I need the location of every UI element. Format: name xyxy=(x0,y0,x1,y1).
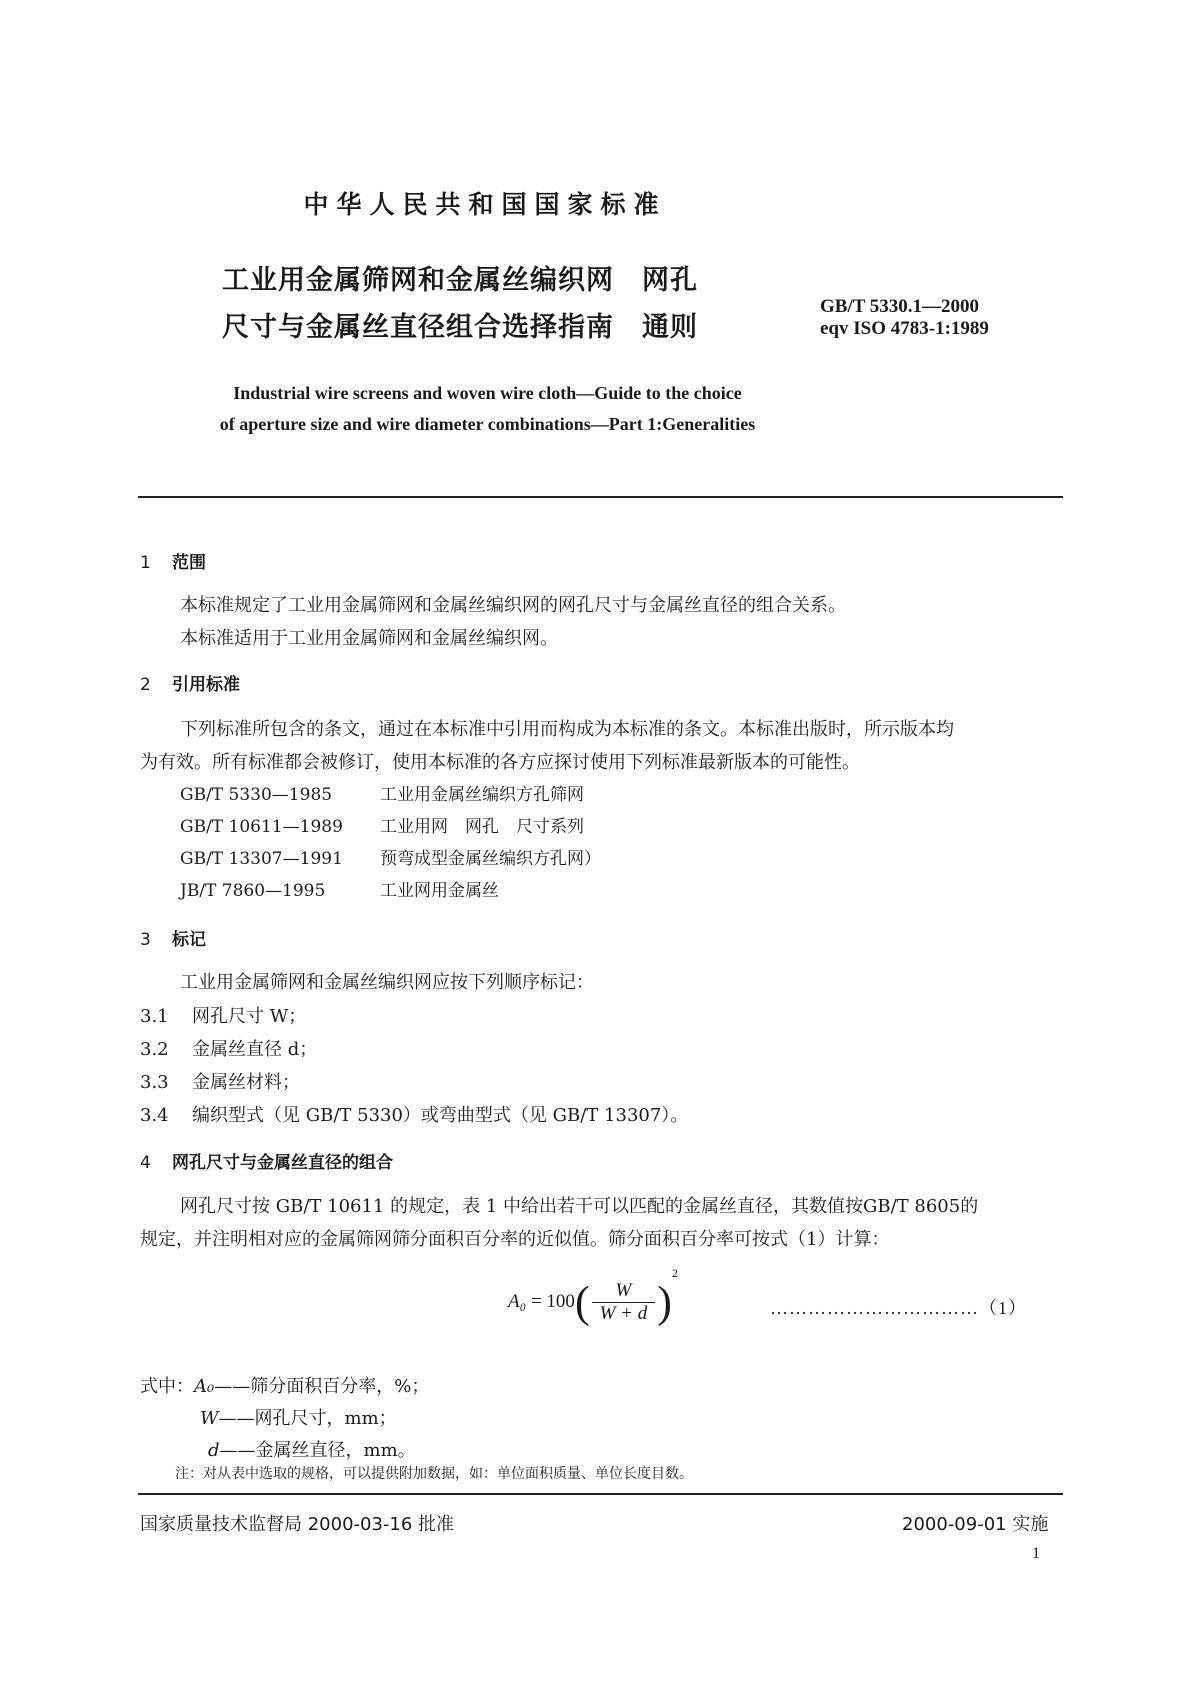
section-title: 范围 xyxy=(172,553,206,573)
section-title: 引用标准 xyxy=(172,675,240,695)
where-definition xyxy=(208,1436,416,1462)
section-number: 3 xyxy=(140,930,151,950)
symbol: A₀ xyxy=(194,1376,215,1397)
section-4-paragraph-line1: 网孔尺寸按 GB/T 10611 的规定，表 1 中给出若干可以匹配的金属丝直径，其数值按GB/T 8605的 xyxy=(180,1196,979,1217)
symbol: W xyxy=(200,1408,219,1429)
formula-denominator: W + d xyxy=(599,1303,648,1324)
item-number: 3.2 xyxy=(140,1039,169,1060)
section-2-heading xyxy=(140,670,240,695)
reference-item xyxy=(180,844,601,869)
reference-item xyxy=(180,780,584,805)
item-number: 3.3 xyxy=(140,1072,169,1093)
marking-item xyxy=(140,1002,306,1028)
standard-code: GB/T 5330.1—2000 xyxy=(820,296,980,317)
section-4-paragraph-line2: 规定，并注明相对应的金属筛网筛分面积百分率的近似值。筛分面积百分率可按式（1）计算： xyxy=(140,1229,890,1250)
marking-item xyxy=(140,1068,300,1094)
section-number: 1 xyxy=(140,553,151,573)
formula-lhs: A₀ xyxy=(508,1290,527,1312)
section-1-paragraph-1: 本标准规定了工业用金属筛网和金属丝编织网的网孔尺寸与金属丝直径的组合关系。 xyxy=(180,595,846,616)
approval-date: 国家质量技术监督局 2000-03-16 批准 xyxy=(140,1514,455,1535)
eqv-code: eqv ISO 4783-1:1989 xyxy=(820,318,989,339)
item-text: 金属丝直径 d； xyxy=(192,1039,318,1060)
reference-title: 工业用网 网孔 尺寸系列 xyxy=(380,817,584,837)
symbol: d xyxy=(208,1440,220,1461)
item-number: 3.1 xyxy=(140,1006,169,1027)
equation-number: ……………………………（1） xyxy=(770,1298,1027,1318)
right-paren: ) xyxy=(657,1277,672,1327)
section-number: 2 xyxy=(140,675,151,695)
section-4-heading xyxy=(140,1148,393,1173)
section-1-paragraph-2: 本标准适用于工业用金属筛网和金属丝编织网。 xyxy=(180,628,558,649)
reference-code: GB/T 5330—1985 xyxy=(180,785,333,805)
definition-text: ——金属丝直径，mm。 xyxy=(219,1440,416,1461)
section-2-paragraph-line2: 为有效。所有标准都会被修订，使用本标准的各方应探讨使用下列标准最新版本的可能性。 xyxy=(140,752,860,773)
definition-text: ——筛分面积百分率，%； xyxy=(214,1376,430,1397)
where-definition xyxy=(200,1404,397,1430)
reference-code: GB/T 13307—1991 xyxy=(180,849,343,869)
section-3-heading xyxy=(140,925,206,950)
section-2-paragraph-line1: 下列标准所包含的条文，通过在本标准中引用而构成为本标准的条文。本标准出版时，所示版本均 xyxy=(180,719,954,740)
reference-code: JB/T 7860—1995 xyxy=(180,881,326,901)
item-text: 金属丝材料； xyxy=(192,1072,300,1093)
definition-text: ——网孔尺寸，mm； xyxy=(218,1408,397,1429)
where-label: 式中： xyxy=(140,1376,194,1397)
section-number: 4 xyxy=(140,1153,151,1173)
marking-item xyxy=(140,1035,317,1061)
item-text: 编织型式（见 GB/T 5330）或弯曲型式（见 GB/T 13307）。 xyxy=(192,1105,689,1126)
title-en-line2: of aperture size and wire diameter combinations—Part 1:Generalities xyxy=(219,414,756,434)
section-1-heading xyxy=(140,548,206,573)
formula-equals: = 100 xyxy=(530,1290,575,1312)
marking-item xyxy=(140,1101,688,1127)
left-paren: ( xyxy=(574,1277,590,1327)
title-en-line1: Industrial wire screens and woven wire cloth—Guide to the choice xyxy=(233,383,742,403)
reference-item xyxy=(180,876,499,901)
section-3-intro: 工业用金属筛网和金属丝编织网应按下列顺序标记： xyxy=(180,972,594,993)
reference-title: 预弯成型金属丝编织方孔网） xyxy=(380,849,601,869)
implementation-date: 2000-09-01 实施 xyxy=(902,1514,1049,1535)
formula-exponent: 2 xyxy=(671,1266,678,1280)
reference-title: 工业用金属丝编织方孔筛网 xyxy=(380,785,584,805)
note: 注：对从表中选取的规格，可以提供附加数据，如：单位面积质量、单位长度目数。 xyxy=(175,1466,693,1482)
title-cn-line1: 工业用金属筛网和金属丝编织网 网孔 xyxy=(222,265,698,296)
page-number: 1 xyxy=(1032,1545,1040,1562)
section-title: 网孔尺寸与金属丝直径的组合 xyxy=(172,1153,393,1173)
reference-title: 工业网用金属丝 xyxy=(380,881,499,901)
reference-code: GB/T 10611—1989 xyxy=(180,817,343,837)
national-standard-heading: 中华人民共和国国家标准 xyxy=(303,190,667,219)
footer-rule xyxy=(138,1493,1063,1495)
formula-numerator: W xyxy=(592,1280,656,1303)
reference-item xyxy=(180,812,584,837)
header-rule xyxy=(138,496,1063,498)
formula-fraction xyxy=(592,1280,656,1325)
item-text: 网孔尺寸 W； xyxy=(192,1006,307,1027)
where-definition xyxy=(140,1372,429,1398)
section-title: 标记 xyxy=(172,930,206,950)
formula-1 xyxy=(508,1266,678,1340)
title-cn-line2: 尺寸与金属丝直径组合选择指南 通则 xyxy=(222,312,698,343)
item-number: 3.4 xyxy=(140,1105,169,1126)
